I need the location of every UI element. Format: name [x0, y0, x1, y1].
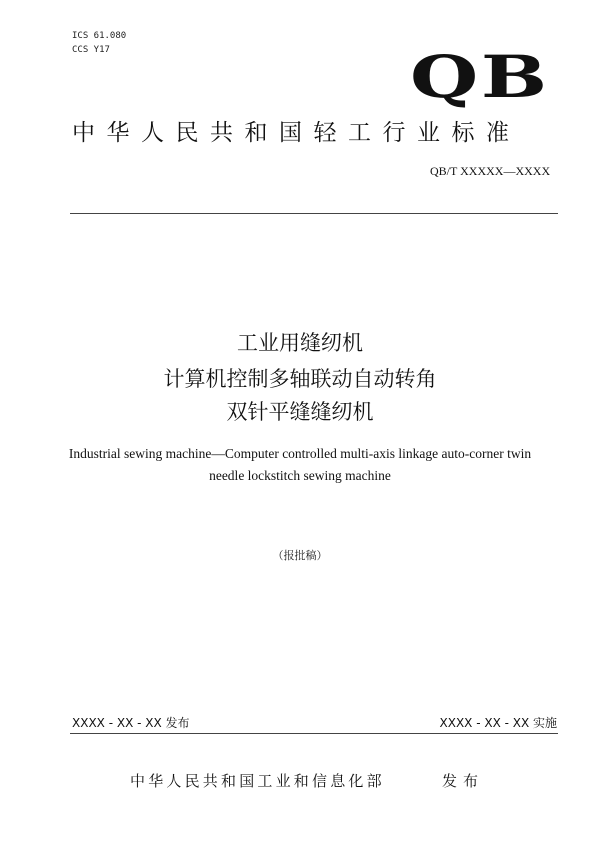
ics-code: ICS 61.080	[72, 31, 127, 41]
implementation-date: XXXX - XX - XX 实施	[439, 716, 557, 730]
english-title-line-1: Industrial sewing machine—Computer controlled multi-axis linkage auto-corner twin	[68, 446, 532, 461]
chinese-title-line-2: 计算机控制多轴联动自动转角	[163, 367, 437, 391]
publish-label: 发布	[442, 772, 485, 790]
english-title-line-2: needle lockstitch sewing machine	[209, 468, 391, 483]
qb-logo: QB	[410, 43, 550, 111]
standard-title: 中华人民共和国轻工行业标准	[72, 120, 521, 146]
standard-code: QB/T XXXXX—XXXX	[430, 164, 551, 178]
chinese-title-line-3: 双针平缝缝纫机	[226, 400, 374, 424]
ccs-code: CCS Y17	[72, 45, 110, 55]
top-divider	[70, 213, 558, 214]
bottom-divider	[70, 733, 558, 734]
issue-date: XXXX - XX - XX 发布	[72, 716, 190, 730]
publisher-name: 中华人民共和国工业和信息化部	[130, 772, 385, 790]
chinese-title-line-1: 工业用缝纫机	[237, 331, 363, 355]
draft-status: （报批稿）	[272, 549, 328, 562]
